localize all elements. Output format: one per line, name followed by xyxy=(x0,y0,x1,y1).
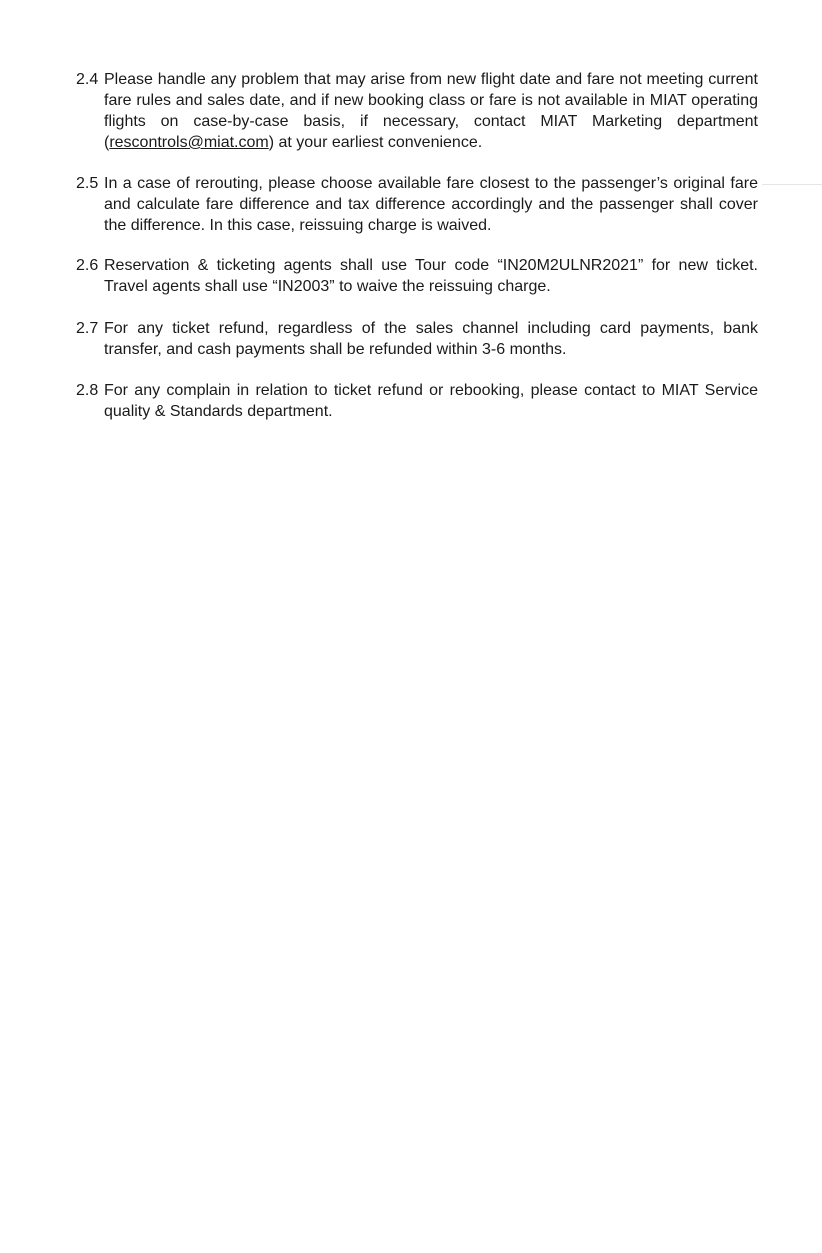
clause-number: 2.4 xyxy=(76,71,99,88)
clause-number: 2.8 xyxy=(76,382,99,399)
clause-text-before: Please handle any problem that may arise from new flight date and fare not meeting current fare rules and sales date, and if new booking class or fare is not available in MIAT operating flights on case-by-case basis, if necessary, contact MIAT Marketing department ( xyxy=(104,71,758,151)
clause-number: 2.6 xyxy=(76,257,99,274)
clause-2-4 xyxy=(76,69,758,153)
clause-2-8 xyxy=(76,380,758,422)
clause-number: 2.7 xyxy=(76,320,99,337)
clause-text-after: ) at your earliest convenience. xyxy=(268,134,483,151)
clause-2-7 xyxy=(76,318,758,360)
clause-text: For any ticket refund, regardless of the sales channel including card payments, bank transfer, and cash payments shall be refunded within 3-6 months. xyxy=(104,320,758,358)
clause-text xyxy=(104,69,758,153)
clause-list xyxy=(76,69,758,442)
clause-2-5 xyxy=(76,173,758,236)
clause-text: In a case of rerouting, please choose available fare closest to the passenger’s original fare and calculate fare difference and tax difference accordingly and the passenger shall cover the difference. In this case, reissuing charge is waived. xyxy=(104,175,758,234)
scan-artifact-line xyxy=(762,184,822,185)
clause-number: 2.5 xyxy=(76,175,99,192)
email-link[interactable]: rescontrols@miat.com xyxy=(109,134,269,151)
clause-text: Reservation & ticketing agents shall use Tour code “IN20M2ULNR2021” for new ticket. Travel agents shall use “IN2003” to waive the reissuing charge. xyxy=(104,257,758,295)
clause-text: For any complain in relation to ticket refund or rebooking, please contact to MIAT Service quality & Standards department. xyxy=(104,382,758,420)
clause-2-6 xyxy=(76,255,758,297)
